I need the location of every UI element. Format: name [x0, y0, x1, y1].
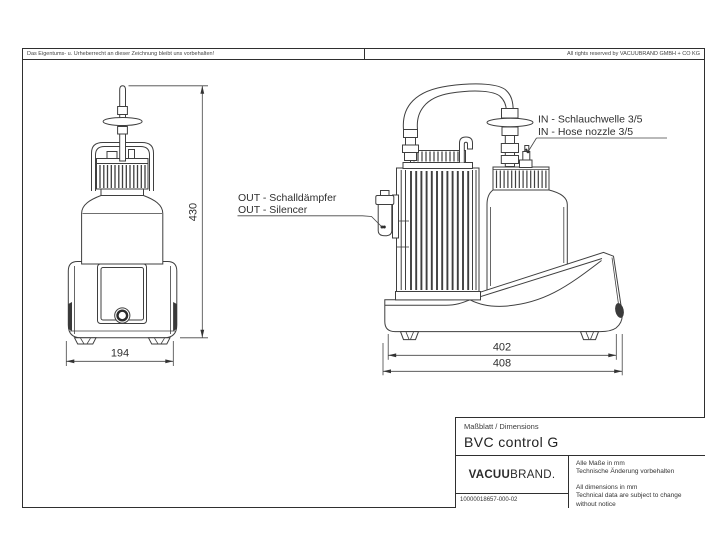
front-vent-right: [173, 302, 177, 331]
front-cap-fitting: [107, 152, 117, 159]
title-block: [455, 417, 705, 508]
silencer-nub: [381, 191, 390, 196]
hose-connector: [406, 138, 416, 146]
front-view: [68, 86, 177, 344]
note-en-2: Technical data are subject to change: [576, 492, 682, 500]
logo-bold: VACUU: [468, 468, 511, 481]
dim-width-402: 402: [492, 341, 512, 354]
note-de-2: Technische Änderung vorbehalten: [576, 468, 675, 476]
front-cap-nub: [129, 150, 135, 159]
out-label-en: OUT - Silencer: [238, 204, 308, 216]
logo-rest: BRAND.: [510, 468, 556, 481]
title-block-notes: [569, 456, 705, 508]
pump-pedestal: [396, 292, 481, 300]
side-bottle-cap: [493, 167, 549, 190]
in-label-de: IN - Schlauchwelle 3/5: [538, 113, 643, 126]
disclaimer-text: Das Eigentums- u. Urheberrecht an dieser Zeichnung bleibt uns vorbehalten!: [23, 49, 365, 59]
front-rod-lower: [120, 134, 126, 161]
nozzle-base: [520, 160, 533, 168]
front-foot-left: [75, 338, 97, 344]
tube-collar-mid: [502, 127, 518, 136]
in-leader-dot: [527, 150, 530, 153]
tube-collar: [501, 144, 518, 153]
front-neck: [101, 189, 144, 196]
rights-text: All rights reserved by VACUUBRAND GMBH + CO KG: [567, 51, 700, 57]
dim-width-408: 408: [492, 357, 512, 370]
splash-disc: [487, 118, 533, 126]
product-name: BVC control G: [464, 434, 559, 450]
silencer-body: [378, 205, 392, 236]
front-bottle: [82, 196, 163, 265]
in-leader: [529, 138, 537, 151]
tube-collar: [501, 156, 518, 164]
side-foot-right: [581, 332, 599, 340]
out-label-de: OUT - Schalldämpfer: [238, 192, 337, 204]
dim-height-430: 430: [187, 202, 200, 222]
side-dimensions: [383, 334, 622, 375]
front-rod-disc: [103, 118, 142, 126]
hose-connector: [403, 145, 419, 153]
part-number: 10000018657-000-02: [456, 493, 568, 508]
tube-collar-top: [502, 109, 519, 119]
pump-top-plate: [403, 163, 473, 169]
front-rod-collar-b: [118, 127, 128, 135]
side-foot-left: [401, 332, 419, 340]
in-label-en: IN - Hose nozzle 3/5: [538, 126, 634, 138]
title-block-header: [456, 418, 705, 456]
note-en-1: All dimensions in mm: [576, 483, 638, 491]
front-foot-right: [149, 338, 171, 344]
doc-type: Maßblatt / Dimensions: [464, 422, 539, 431]
vacuubrand-logo: [456, 456, 568, 493]
silencer-cap: [376, 196, 394, 205]
front-vent-left: [68, 302, 72, 331]
front-rod-collar-a: [118, 107, 128, 115]
out-leader-dot: [381, 226, 384, 229]
dim-width-194: 194: [110, 347, 130, 360]
hose-connector: [404, 130, 418, 138]
note-en-3: without notice: [576, 500, 616, 508]
hose-connector: [405, 153, 417, 161]
note-de-1: Alle Maße in mm: [576, 460, 625, 467]
